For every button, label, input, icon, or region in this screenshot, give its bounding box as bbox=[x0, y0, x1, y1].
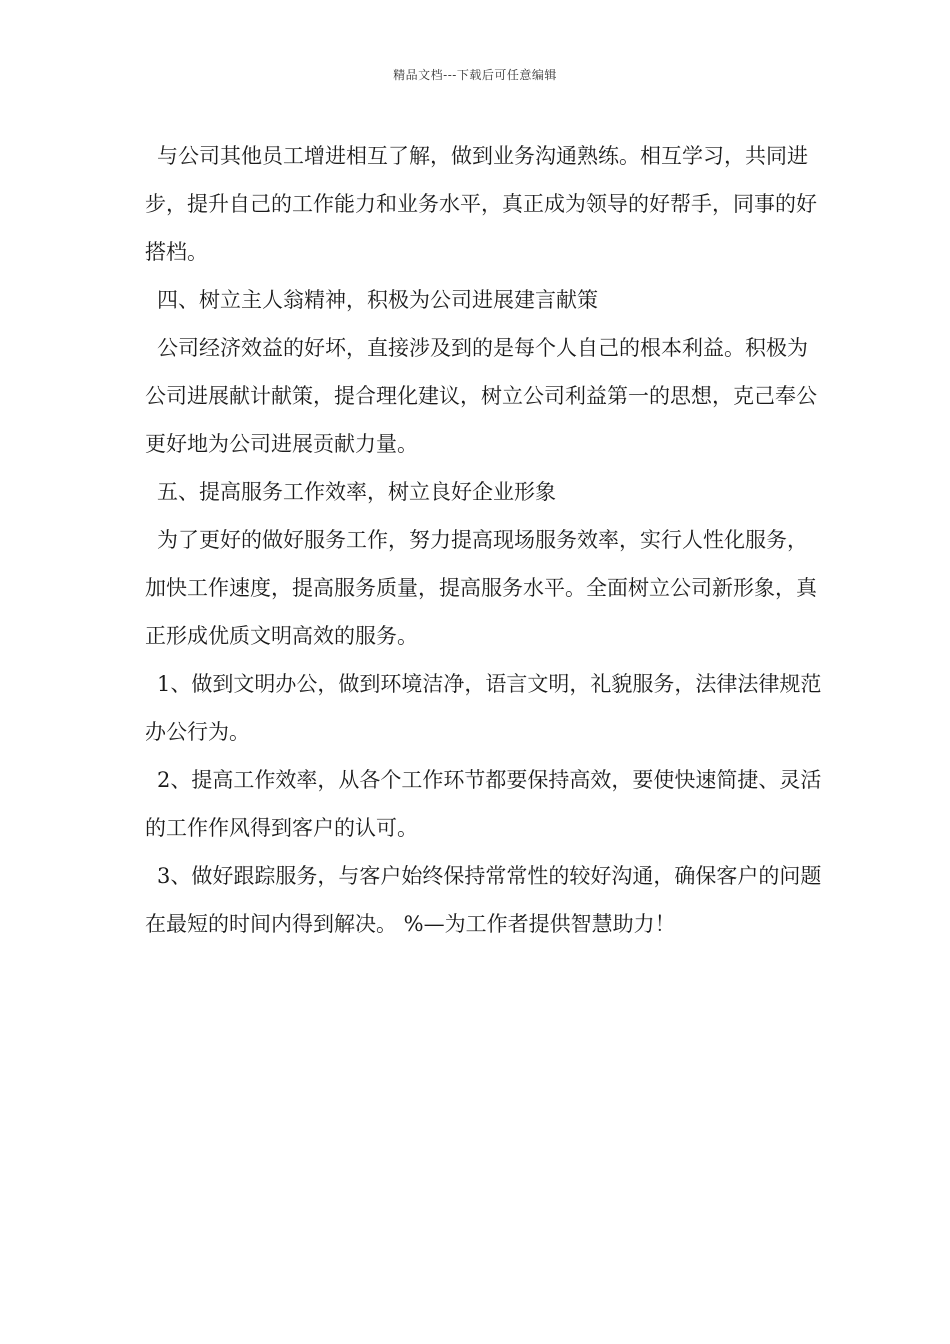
list-item-follow-up-service: 3、做好跟踪服务，与客户始终保持常常性的较好沟通，确保客户的问题在最短的时间内得到解决。 %—为工作者提供智慧助力！ bbox=[145, 864, 822, 936]
document-body bbox=[145, 132, 825, 948]
paragraph-service-efficiency: 为了更好的做好服务工作，努力提高现场服务效率，实行人性化服务，加快工作速度，提高服务质量，提高服务水平。全面树立公司新形象，真正形成优质文明高效的服务。 bbox=[145, 528, 817, 648]
page-header: 精品文档---下载后可任意编辑 bbox=[393, 68, 557, 82]
list-item-civilized-office: 1、做到文明办公，做到环境洁净，语言文明，礼貌服务，法律法律规范办公行为。 bbox=[145, 672, 822, 744]
list-item-work-efficiency: 2、提高工作效率，从各个工作环节都要保持高效，要使快速简捷、灵活的工作作风得到客户的认可。 bbox=[145, 768, 822, 840]
section-heading-four: 四、树立主人翁精神，积极为公司进展建言献策 bbox=[157, 288, 598, 312]
section-heading-five: 五、提高服务工作效率，树立良好企业形象 bbox=[157, 480, 556, 504]
paragraph-colleague-cooperation: 与公司其他员工增进相互了解，做到业务沟通熟练。相互学习，共同进步，提升自己的工作能力和业务水平，真正成为领导的好帮手，同事的好搭档。 bbox=[145, 144, 817, 264]
paragraph-company-benefit: 公司经济效益的好坏，直接涉及到的是每个人自己的根本利益。积极为公司进展献计献策，提合理化建议，树立公司利益第一的思想，克己奉公更好地为公司进展贡献力量。 bbox=[145, 336, 817, 456]
